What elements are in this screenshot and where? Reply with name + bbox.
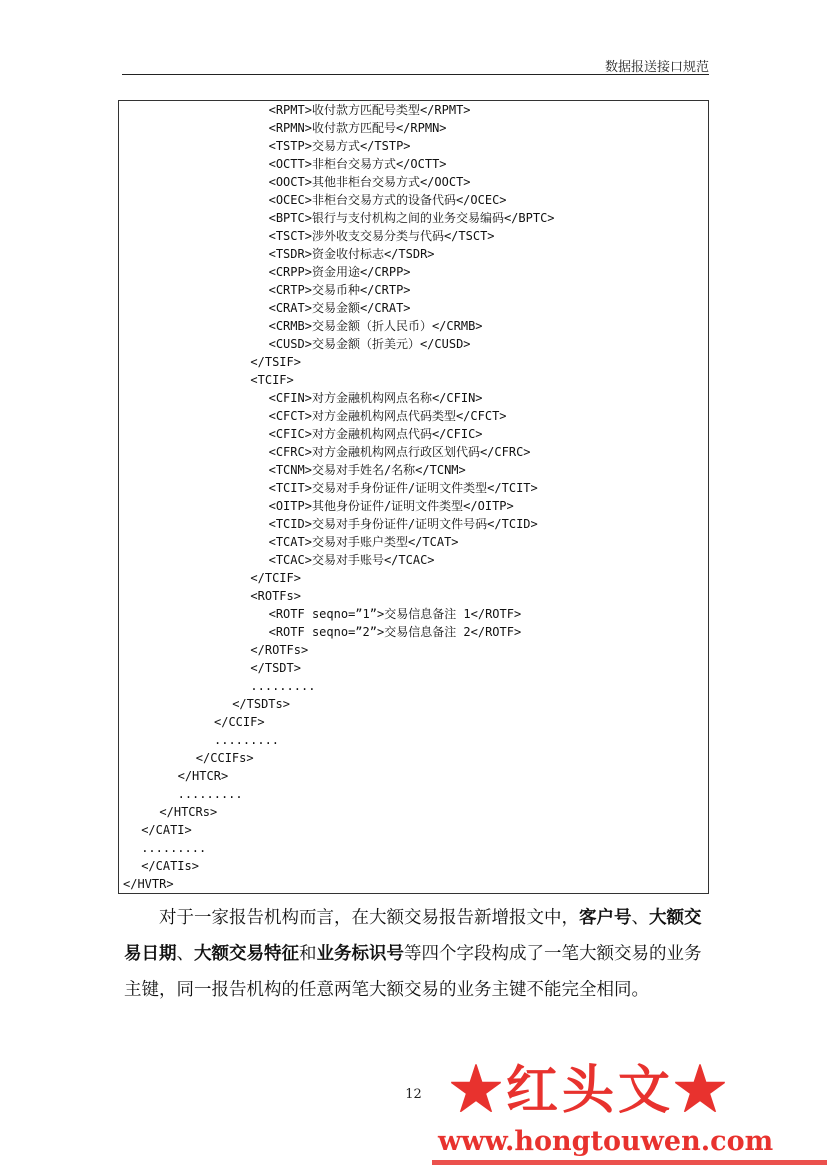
header-rule [122,74,709,75]
watermark-bar [432,1160,827,1165]
code-line: <CRMB>交易金额（折人民币）</CRMB> [268,319,483,333]
para-sep: 、 [176,944,194,964]
code-line: ......... [141,841,207,855]
para-text: 对于一家报告机构而言，在大额交易报告新增报文中， [159,908,579,928]
code-line: <BPTC>银行与支付机构之间的业务交易编码</BPTC> [268,211,555,225]
code-line: </TSDT> [250,661,301,675]
code-line: <CFIN>对方金融机构网点名称</CFIN> [268,391,483,405]
code-line: <OOCT>其他非柜台交易方式</OOCT> [268,175,471,189]
code-line: </TSDTs> [232,697,290,711]
code-line: </HTCR> [177,769,229,783]
code-line: <RPMN>收付款方匹配号</RPMN> [268,121,447,135]
para-sep: 和 [299,944,317,964]
code-line: <CFIC>对方金融机构网点代码</CFIC> [268,427,483,441]
code-line: <TCIT>交易对手身份证件/证明文件类型</TCIT> [268,481,538,495]
code-line: ......... [177,787,243,801]
code-line: </HVTR> [123,877,174,891]
bold-term-feature: 大额交易特征 [194,944,299,964]
code-line: </CATIs> [141,859,199,873]
code-box [118,100,709,894]
code-line: <OCTT>非柜台交易方式</OCTT> [268,157,447,171]
para-text: 等四个字段构成了一笔大额交易的业务主键，同一报告机构的任意两笔大额交易的业务主键不能完全相同。 [124,944,702,1000]
code-line: <TCNM>交易对手姓名/名称</TCNM> [268,463,466,477]
code-line: <TSTP>交易方式</TSTP> [268,139,411,153]
para-sep: 、 [631,908,649,928]
body-paragraph [124,900,709,1008]
page-number: 12 [405,1087,422,1102]
code-line: </TSIF> [250,355,301,369]
bold-term-business-id: 业务标识号 [316,944,404,964]
code-line: <TCAT>交易对手账户类型</TCAT> [268,535,459,549]
watermark-url: www.hongtouwen.com [438,1126,774,1157]
code-line: </CATI> [141,823,192,837]
watermark-logo: ★红头文★ [450,1060,731,1121]
code-line: </HTCRs> [159,805,218,819]
code-line: <ROTF seqno=”2”>交易信息备注 2</ROTF> [268,625,522,639]
code-line: <TCID>交易对手身份证件/证明文件号码</TCID> [268,517,538,531]
watermark [432,1048,827,1170]
code-line: <CFCT>对方金融机构网点代码类型</CFCT> [268,409,507,423]
code-line: <ROTF seqno=”1”>交易信息备注 1</ROTF> [268,607,522,621]
bold-term-customer-no: 客户号 [579,908,632,928]
code-line: </CCIF> [214,715,265,729]
bold-term-date: 大额交易日期 [124,908,702,964]
code-line: <CFRC>对方金融机构网点行政区划代码</CFRC> [268,445,531,459]
code-line: </CCIFs> [195,751,254,765]
code-line: <TCAC>交易对手账号</TCAC> [268,553,435,567]
code-line: <CRTP>交易币种</CRTP> [268,283,411,297]
code-line: ......... [250,679,316,693]
header-title: 数据报送接口规范 [604,60,709,75]
code-line: ......... [214,733,280,747]
code-line: <ROTFs> [250,589,301,603]
code-line: <TSCT>涉外收支交易分类与代码</TSCT> [268,229,495,243]
code-line: <OCEC>非柜台交易方式的设备代码</OCEC> [268,193,507,207]
code-line: <CRAT>交易金额</CRAT> [268,301,411,315]
code-line: <OITP>其他身份证件/证明文件类型</OITP> [268,499,514,513]
code-line: <TCIF> [250,373,294,387]
code-line: <TSDR>资金收付标志</TSDR> [268,247,435,261]
code-line: <RPMT>收付款方匹配号类型</RPMT> [268,103,471,117]
code-line: </TCIF> [250,571,301,585]
code-line: <CRPP>资金用途</CRPP> [268,265,411,279]
code-line: </ROTFs> [250,643,309,657]
code-line: <CUSD>交易金额（折美元）</CUSD> [268,337,471,351]
